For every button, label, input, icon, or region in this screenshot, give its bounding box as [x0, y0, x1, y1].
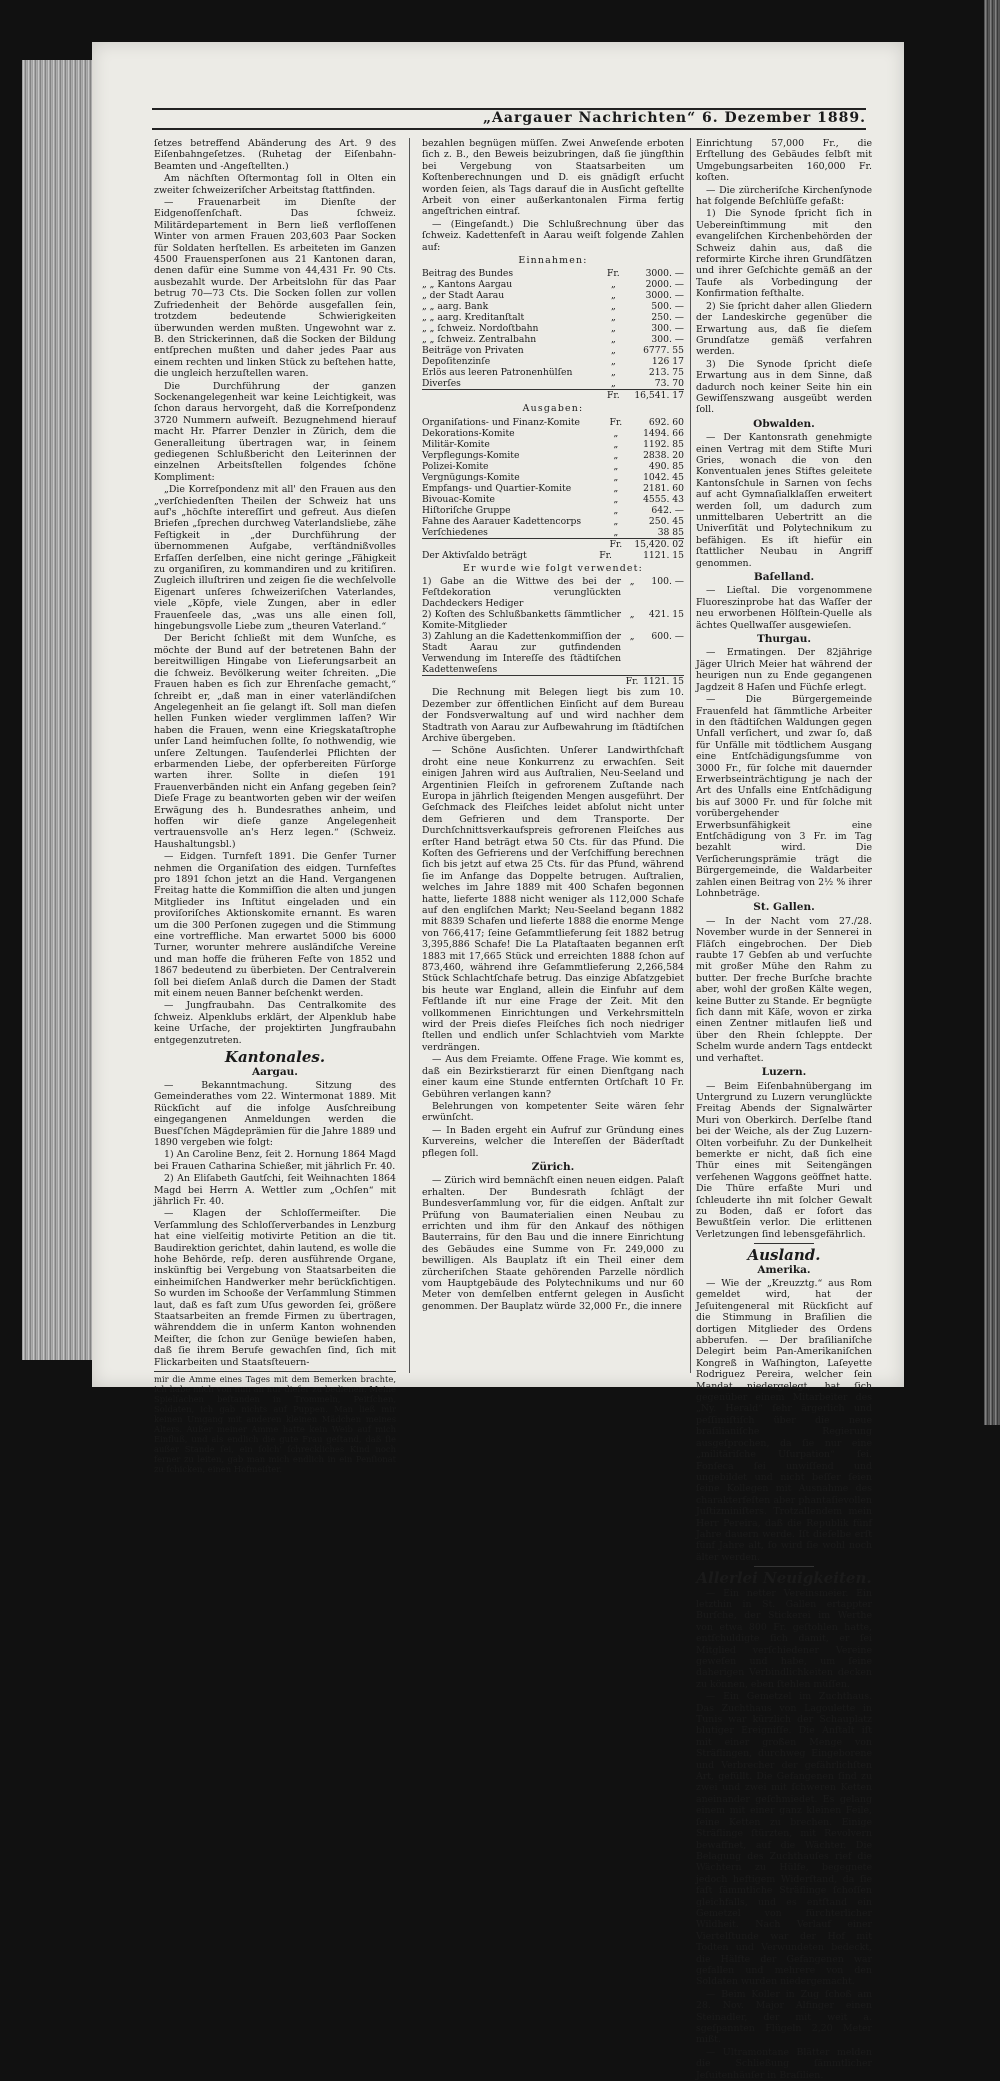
table-row: [422, 609, 684, 631]
article-text: 2) An Eliſabeth Gautſchi, ſeit Weihnachten 1864 Magd bei Herrn A. Wettler zum „Ochſen“ mit jährlich Fr. 40.: [154, 1173, 396, 1207]
row-currency: „: [611, 290, 616, 302]
article-text: — (Eingeſandt.) Die Schlußrechnung über das ſchweiz. Kadettenfeſt in Aarau weiſt folgende Zahlen auf:: [422, 218, 684, 253]
row-label: Fahne des Aarauer Kadettencorps: [422, 515, 582, 527]
row-amount: 490. 85: [648, 460, 684, 472]
row-amount: 2000. —: [645, 279, 684, 291]
row-currency: Fr.: [602, 390, 624, 402]
table-row: [422, 279, 684, 290]
article-text: — Frauenarbeit im Dienſte der Eidgenoſſenſchaft. Das ſchweiz. Militärdepartement in Bern ließ verfloſſenen Winter von armen Frauen 203,603 Paar Socken für Soldaten herſtellen. Es arbeiteten im Ganzen 4500 Frauensperſonen aus 21 Kantonen daran, denen dafür eine Summe von 44,431 Fr. 90 Cts. ausbezahlt wurde. Der Arbeitslohn für das Paar betrug 70—73 Cts. Die Socken ſollen zur vollen Zufriedenheit der Behörde ausgefallen ſein, trotzdem bedeutende Schwierigkeiten überwunden werden mußten. Ungewohnt war z. B. den Strickerinnen, daß die Socken der Bildung entſprechen mußten und daher jedes Paar aus einem rechten und linken Stück zu beſtehen hatte, die ungleich herzuſtellen waren.: [154, 197, 396, 380]
article-text: — Ein Gemetzel im Zuchthaus. Das Zuchthaus von Lagoulette in Tunis war kürzlich der Schauplatz blutiger Ereigniſſe. Die Anſtalt iſt mit einer großen Menge von Sträflingen, durchweg Eingeborene und Verbrecher der gefährlichſten Art, gefüllt. Die Gefangenen ſind zu zwei und zwei mit ſchweren Ketten aneinander geſchmiedet. Es gelang einem mit einer ganz kleinen Feile, ſeine Ketten zu brechen. Einige Sträflinge ſtürzten, mit Revolvern bewaffnet, auf die Wächter. Die Belagung des Zuchthauſes rief die Wächtern zu Hülfe, begegnete jedoch heftigem Widerſtand, da ſie faſt ſämmtliche Sträflinge ſchoſſen gleichfalls, und es entſtand ein Gemetzel von fürchterlicher Wildheit. Nach Verlauf einer Viertelſtunde war der Hof mit Todten und Verwundeten bedeckt, die Hälfte der Gefangenen war gefallen und mehrere von den Soldaten wurden niedergemacht.: [696, 1691, 872, 1988]
row-currency: „: [611, 367, 616, 379]
row-amount: 500. —: [651, 301, 684, 313]
row-label: Diverſes: [422, 378, 461, 390]
row-amount: 250. —: [651, 312, 684, 324]
row-label: Organiſations- und Finanz-Komite: [422, 416, 580, 428]
table-row: [422, 631, 684, 676]
article-text: — Klagen der Schloſſermeiſter. Die Verſammlung des Schloſſerverbandes in Lenzburg hat eine vielſeitig motivirte Petition an die tit. Baudirektion gerichtet, dahin lautend, es wolle die hohe Behörde, reſp. deren ausführende Organe, inskünftig bei Vergebung von Staatsarbeiten die einheimiſchen Handwerker mehr berückſichtigen. So wurden im Schooße der Verſammlung Stimmen laut, daß es faſt zum Uſus geworden ſei, größere Staatsarbeiten an fremde Firmen zu übertragen, währenddem die in unſerm Kanton wohnenden Meiſter, die ſchon zur Genüge bewieſen haben, daß ſie ihrem Berufe gewachſen ſind, ſich mit Flickarbeiten und Staatsſteuern-: [154, 1208, 396, 1368]
row-label: Beiträge von Privaten: [422, 345, 524, 357]
row-currency: „: [629, 631, 635, 643]
row-currency: „: [613, 449, 619, 461]
row-label: Hiſtoriſche Gruppe: [422, 504, 511, 516]
article-text: 1) Die Synode ſpricht ſich in Uebereinſtimmung mit den evangeliſchen Kirchenbehörden der Schweiz dahin aus, daß die reformirte Kirche ihren Grundſätzen und ihrer Geſchichte gemäß an der Taufe als Vorbedingung der Konfirmation feſthalte.: [696, 208, 872, 300]
table-title-ausgaben: Ausgaben:: [522, 403, 584, 415]
einnahmen-table: [422, 268, 684, 401]
row-currency: „: [613, 515, 619, 527]
article-text: Belehrungen von kompetenter Seite wären ſehr erwünſcht.: [422, 1100, 684, 1124]
row-currency: Fr.: [607, 268, 620, 280]
table-row: [422, 345, 684, 356]
row-label: Polizei-Komite: [422, 460, 489, 472]
row-label: Verpflegungs-Komite: [422, 449, 520, 461]
article-text: bezahlen begnügen müſſen. Zwei Anweſende erboten ſich z. B., den Beweis beizubringen, daß ſie jüngſthin bei Vergebung von Staatsarbeiten um Koſtenberechnungen und D. eis gnädigſt erſucht worden ſeien, als Tags darauf die in Ausſicht geſtellte Arbeit von einer außerkantonalen Firma fertig angeſtrichen eintraf.: [422, 138, 684, 218]
row-currency: Fr.: [621, 676, 643, 688]
row-label: „ „ ſchweiz. Zentralbahn: [422, 334, 537, 346]
section-subheading-obwalden: Obwalden.: [753, 417, 815, 430]
row-label: [422, 538, 605, 550]
table-total-row: [422, 538, 684, 550]
article-text: 1) An Caroline Benz, ſeit 2. Hornung 1864 Magd bei Frauen Catharina Schießer, mit jährlich Fr. 40.: [154, 1149, 396, 1172]
section-heading-ausland: Ausland.: [747, 1246, 821, 1265]
row-amount: 692. 60: [648, 416, 684, 428]
article-text: — Wie der „Kreuzztg.“ aus Rom gemeldet wird, hat der Jeſuitengeneral mit Rückſicht auf die Stimmung in Braſilien die dortigen Mitglieder des Ordens abberufen. — Der braſilianiſche Delegirt beim Pan-Amerikaniſchen Kongreß in Waſhington, Laſeyette Rodriguez Pereira, welcher ſein Mandat niedergelegt, hat ſich gegenüber einem Mitarbeiter des „Ny. Herald“ ſehr ärgerlich und peſſimiſtiſch über die neue braſilianiſche Regierung ausgeſprochen, da ſie nur eine „militäriſche Uſurpation“ ſei. Fonſeca ſei unwiſſend und ungebildet und nicht beſſer ſeien ſeine Kollegen mit Ausnahme des charakterfeſten aber phantaſievollen Juſtizminiſters. Trotzallendem mein Herr Pereira, daß die Republik fünf Jahre dauern werde. Iſt dieſelbe erſt fünf Jahre alt, ſo wird ſie wohl noch älter werden.: [696, 1278, 872, 1563]
row-currency: „: [611, 345, 616, 357]
book-page-stack: [22, 60, 94, 1360]
table-total-row: [422, 390, 684, 402]
article-text: — Lieſtal. Die vorgenommene Fluoreszinprobe hat das Waſſer der neu erworbenen Hölſtein-Quelle als ächtes Quellwaſſer ausgewieſen.: [696, 585, 872, 631]
article-text: Am nächſten Oſtermontag ſoll in Olten ein zweiter ſchweizeriſcher Arbeitstag ſtattfinden.: [154, 173, 396, 196]
book-edge: [984, 0, 1000, 1425]
row-currency: „: [613, 493, 619, 505]
table-row: [422, 334, 684, 345]
row-currency: „: [613, 482, 619, 494]
row-amount: 1121. 15: [643, 676, 684, 688]
column-separator: [409, 138, 410, 1373]
row-currency: Fr.: [609, 416, 623, 428]
row-amount: 6777. 55: [643, 345, 684, 357]
row-amount: 421. 15: [648, 609, 684, 621]
divider: [754, 1243, 814, 1244]
table-row: [422, 301, 684, 312]
row-amount: 2838. 20: [643, 449, 684, 461]
row-amount: 642. —: [651, 504, 684, 516]
row-amount: 38 85: [657, 526, 684, 538]
row-label: 2) Koſten des Schlußbanketts ſämmtlicher Komite-Mitglieder: [422, 609, 622, 632]
row-amount: 300. —: [651, 334, 684, 346]
article-quote: „Die Korreſpondenz mit all' den Frauen aus den „verſchiedenſten Theilen der Schweiz hat uns auf's „höchſte intereſſirt und gefreut. Aus dieſen Briefen „ſprechen durchweg Vaterlandsliebe, zähe Feſtigkeit in „der Durchführung der übernommenen Aufgabe, verſtändnißvolles Erfaſſen derſelben, eine nicht geringe „Fähigkeit zu organiſiren, zu kommandiren und zu kritiſiren. Zugleich illuſtriren und zeigen ſie die wechſelvolle Eigenart unſeres ſchweizeriſchen Vaterlandes, viele „Köpfe, viele Zungen, aber in edler Frauenſeele das, „was uns alle einen ſoll, hingebungsvolle Liebe zum „theuren Vaterland.“: [154, 484, 396, 633]
row-amount: 3000. —: [645, 268, 684, 280]
table-row: [422, 472, 684, 483]
divider: [754, 1566, 814, 1567]
row-label: Erlös aus leeren Patronenhülſen: [422, 367, 573, 379]
row-label: Beitrag des Bundes: [422, 268, 514, 280]
row-currency: „: [629, 576, 635, 588]
article-text: 2) Sie ſpricht daher allen Gliedern der Landeskirche gegenüber die Erwartung aus, daß ſie dieſem Grundſatze gemäß verfahren werden.: [696, 300, 872, 358]
article-text: — Beim Eiſenbahnübergang im Untergrund zu Luzern verunglückte Freitag Abends der Signalwärter Muri von Oberkirch. Derſelbe ſtand bei der Weiche, als der Zug Luzern-Olten vorbeifuhr. Zu der Dunkelheit bemerkte er nicht, daß ſich eine Thür eines mit Seitengängen verſehenen Waggons geöffnet hatte. Die Thüre erfaßte Muri und ſchleuderte ihn mit ſolcher Gewalt zu Boden, daß er ſofort das Bewußtſein verlor. Die erlittenen Verletzungen ſind lebensgefährlich.: [696, 1080, 872, 1240]
table-row: [422, 494, 684, 505]
article-text: — Schöne Ausſichten. Unſerer Landwirthſchaft droht eine neue Konkurrenz zu erwachſen. Seit einigen Jahren wird aus Auſtralien, Neu-Seeland und Argentinien Fleiſch in gefrorenem Zuſtande nach Europa in jährlich ſteigenden Mengen ausgeführt. Der Geſchmack des Fleiſches leidet abſolut nicht unter dem Gefrieren und dem Transporte. Der Durchſchnittsverkaufspreis gefrorenen Fleiſches aus erſter Hand beträgt etwa 50 Cts. für das Pfund. Die Koſten des Gefrierens und der Verſchiffung berechnen ſich bis jetzt auf etwa 25 Cts. für das Pfund, während ſie im Anfange das Doppelte betrugen. Auſtralien, welches im Jahre 1889 mit 400 Schafen begonnen hatte, lieferte 1888 nicht weniger als 112,000 Schafe auf den engliſchen Markt; Neu-Seeland begann 1882 mit 8839 Schafen und lieferte 1888 die enorme Menge von 766,417; ſeine Geſammtlieferung ſeit 1882 betrug 3,395,886 Schafe! Die La Plataſtaaten begannen erſt 1883 mit 17,665 Stück und erreichten 1888 ſchon auf 873,460, während ihre Geſammtlieferung 2,266,584 Stück Schlachtſchafe betrug. Das einzige Abſatzgebiet bis heute war England, allein die Einfuhr auf dem Feſtlande iſt nur eine Frage der Zeit. Mit den vollkommenen Einrichtungen und Verkehrsmitteln wird der Preis dieſes Fleiſches ſich noch niedriger ſtellen und endlich unſer Schlachtvieh vom Markte verdrängen.: [422, 745, 684, 1053]
row-label: Bivouac-Komite: [422, 493, 495, 505]
table-row: [422, 550, 684, 561]
row-amount: 15,420. 02: [627, 538, 684, 550]
column-3: [696, 138, 872, 2081]
table-row: [422, 450, 684, 461]
row-currency: „: [613, 438, 619, 450]
row-label: Depoſitenzinſe: [422, 356, 491, 368]
section-subheading-luzern: Luzern.: [761, 1066, 807, 1079]
table-row: [422, 505, 684, 516]
table-title-einnahmen: Einnahmen:: [518, 255, 588, 267]
row-label: 3) Zahlung an die Kadettenkommiſſion der Stadt Aarau zur gutfindenden Verwendung im Intereſſe des ſtädtiſchen Kadettenweſens: [422, 631, 622, 676]
row-amount: 16,541. 17: [624, 390, 684, 402]
row-currency: „: [611, 378, 616, 390]
section-subheading-thurgau: Thurgau.: [756, 633, 812, 646]
table-row: [422, 439, 684, 450]
article-text: — Ultramontane Blätter melden die Schließung ſämmtlicher Jeſuitenhäuſer in Braſilien.: [696, 2046, 872, 2081]
row-amount: 126 17: [651, 356, 684, 368]
row-amount: 1121. 15: [643, 549, 684, 561]
table-total-row: [422, 676, 684, 688]
row-amount: 100. —: [651, 576, 684, 588]
article-text: — Ermatingen. Der 82jährige Jäger Ulrich Meier hat während der heurigen nun zu Ende gegangenen Jagdzeit 8 Haſen und Füchſe erlegt.: [696, 647, 872, 693]
row-currency: „: [613, 427, 619, 439]
ausgaben-table: [422, 417, 684, 550]
row-amount: 4555. 43: [643, 493, 684, 505]
table-row: [422, 428, 684, 439]
row-currency: „: [611, 323, 616, 335]
table-row: [422, 356, 684, 367]
table-row: [422, 312, 684, 323]
table-row: [422, 576, 684, 609]
row-amount: 213. 75: [648, 367, 684, 379]
row-amount: 300. —: [651, 323, 684, 335]
section-subheading-baselland: Baſelland.: [753, 571, 815, 584]
article-text: — Zürich wird bemnächſt einen neuen eidgen. Palaſt erhalten. Der Bundesrath ſchlägt der Bundesverſammlung vor, für die eidgen. Anſtalt zur Prüfung von Baumaterialien einen Neubau zu errichten und ihm für den Ankauf des nöthigen Bauterrains, für den Bau und die innere Einrichtung des Gebäudes eine Summe von Fr. 249,000 zu bewilligen. Als Bauplatz iſt ein Theil einer dem zürcheriſchen Staate gehörenden Parzelle nördlich vom Hauptgebäude des Polytechnikums und nur 60 Meter von demſelben entfernt gelegen in Ausſicht genommen. Der Bauplatz würde 32,000 Fr., die innere: [422, 1175, 684, 1312]
section-heading-kantonales: Kantonales.: [224, 1048, 326, 1067]
table-row: [422, 378, 684, 390]
row-currency: „: [629, 609, 635, 621]
article-text: Die Rechnung mit Belegen liegt bis zum 10. Dezember zur öffentlichen Einſicht auf dem Bureau der Fondsverwaltung auf und wird nachher dem Stadtrath von Aarau zur Aufbewahrung im ſtädtiſchen Archive übergeben.: [422, 687, 684, 744]
row-label: Empfangs- und Quartier-Komite: [422, 482, 572, 494]
article-text: 3) Die Synode ſpricht dieſe Erwartung aus in dem Sinne, daß dadurch noch keiner Seite hin ein Gewiſſenszwang ausgeübt werden ſoll.: [696, 358, 872, 416]
row-currency: Fr.: [599, 549, 612, 561]
row-currency: „: [611, 356, 616, 368]
article-text: — In Baden ergeht ein Aufruf zur Gründung eines Kurvereins, welcher die Intereſſen der Bäderſtadt pflegen ſoll.: [422, 1124, 684, 1159]
article-text: ſetzes betreffend Abänderung des Art. 9 des Eiſenbahngeſetzes. (Ruhetag der Eiſenbahn-Beamten und -Angeſtellten.): [154, 138, 396, 172]
row-label: [422, 390, 602, 402]
row-label: „ „ aarg. Kreditanſtalt: [422, 312, 525, 324]
table-row: [422, 268, 684, 279]
row-label: „ „ ſchweiz. Nordoſtbahn: [422, 323, 539, 335]
row-label: Verſchiedenes: [422, 526, 488, 538]
row-currency: „: [613, 460, 619, 472]
article-text: Der Bericht ſchließt mit dem Wunſche, es möchte der Bund auf der betretenen Bahn der bereitwilligen Hingabe von Lieferungsarbeit an die ſchweiz. Bevölkerung weiter ſchreiten. „Die Frauen haben es ſich zur Ehrenſache gemacht,“ ſchreibt er, „daß man in einer vaterländiſchen Angelegenheit an ſie gelangt iſt. Soll man dieſen hellen Funken wieder verglimmen laſſen? Wir haben die Frauen, wenn eine Kriegskataſtrophe unſer Land heimſuchen ſollte, ſo nothwendig, wie unſere Zeltungen. Tauſenderlei Pflichten der erbarmenden Liebe, der opferbereiten Fürſorge warten ihrer. Sollte in dieſen 191 Frauenverbänden nicht ein Anfang gegeben ſein? Dieſe Frage zu beantworten geben wir der weiſen Erwägung des h. Bundesrathes anheim, und hoffen wir dieſe ganze Angelegenheit vertrauensvolle an's Herz legen.“ (Schweiz. Haushaltungsbl.): [154, 633, 396, 850]
row-amount: 1042. 45: [643, 471, 684, 483]
section-subheading-zuerich: Zürich.: [531, 1160, 575, 1173]
row-amount: 600. —: [651, 631, 684, 643]
row-currency: Fr.: [605, 538, 627, 550]
table-row: [422, 483, 684, 494]
row-amount: 1494. 66: [643, 427, 684, 439]
newspaper-page: [92, 42, 904, 2081]
row-label: „ „ aarg. Bank: [422, 301, 489, 313]
row-amount: 2181. 60: [643, 482, 684, 494]
table-title-verwendung: Er wurde wie folgt verwendet:: [462, 562, 643, 574]
article-text: — Die Bürgergemeinde Frauenfeld hat ſämmtliche Arbeiter in den ſtädtiſchen Waldungen gegen Unfall verſichert, und zwar ſo, daß für Unfälle mit tödtlichem Ausgang eine Entſchädigungsſumme von 3000 Fr., für ſolche mit dauernder Erwerbseinträchtigung je nach der Art des Unfalls eine Entſchädigung bis auf 3000 Fr. und für ſolche mit vorübergehender Erwerbsunfähigkeit eine Entſchädigung von 3 Fr. im Tag bezahlt wird. Die Verſicherungsprämie trägt die Bürgergemeinde, die Waldarbeiter zahlen einen Beitrag von 2½ % ihrer Lohnbeträge.: [696, 694, 872, 899]
row-label: Vergnügungs-Komite: [422, 471, 520, 483]
table-row: [422, 516, 684, 527]
table-row: [422, 417, 684, 428]
table-row: [422, 527, 684, 539]
row-amount: 3000. —: [645, 290, 684, 302]
article-text: — Eidgen. Turnfeſt 1891. Die Genfer Turner nehmen die Organiſation des eidgen. Turnfeſtes pro 1891 ſchon jetzt an die Hand. Vergangenen Freitag hatte die Kommiſſion die alten und jungen Mitglieder ins Inſtitut eingeladen und ein proviſoriſches Aktionskomite ernannt. Es waren um die 300 Perſonen zugegen und die Stimmung eine vortreffliche. Man erwartet 5000 bis 6000 Turner, worunter mehrere ausländiſche Vereine und man hoffe die früheren Feſte von 1852 und 1867 bedeutend zu überbieten. Der Centralverein ſoll bei dieſem Anlaß durch die Damen der Stadt mit einem neuen Banner beſchenkt werden.: [154, 851, 396, 1000]
article-text: Die Durchführung der ganzen Sockenangelegenheit war keine Leichtigkeit, was ſchon daraus hervorgeht, daß die Korreſpondenz 3720 Nummern aufweiſt. Bezugnehmend hierauf macht Hr. Pfarrer Denzler in Zürich, dem die Generalleitung übertragen war, in ſeinem gediegenen Schlußbericht den Leiterinnen der einzelnen Arbeitsſtellen folgendes ſchöne Kompliment:: [154, 380, 396, 483]
section-subheading-aargau: Aargau.: [252, 1065, 298, 1078]
header-rule-top: [152, 108, 866, 110]
section-subheading-st-gallen: St. Gallen.: [753, 901, 815, 914]
row-currency: „: [611, 301, 616, 313]
row-currency: „: [613, 526, 619, 538]
article-text: — Bekanntmachung. Sitzung des Gemeinderathes vom 22. Wintermonat 1889. Mit Rückſicht auf die infolge Ausſchreibung eingegangenen Anmeldungen werden die Buesſ'ſchen Mägdeprämien für die Jahre 1889 und 1890 vergeben wie folgt:: [154, 1079, 396, 1148]
aktivsaldo-table: [422, 550, 684, 561]
column-1: [154, 138, 396, 1475]
header-rule-bottom: [152, 128, 866, 130]
row-label: Der Aktivſaldo beträgt: [422, 549, 527, 561]
row-amount: 1192. 85: [643, 438, 684, 450]
article-text: — Der Kantonsrath genehmigte einen Vertrag mit dem Stifte Muri Gries, wonach die von den Konventualen jenes Stiftes geleitete Kantonsſchule in Sarnen von ſechs auf acht Gymnaſialklaſſen erweitert werden ſoll, um dadurch zum unmittelbaren Uebertritt an die Univerſität und Polytechnikum zu befähigen. Es iſt hiefür ein ſtattlicher Neubau in Angriff genommen.: [696, 432, 872, 569]
article-text: Einrichtung 57,000 Fr., die Erſtellung des Gebäudes ſelbſt mit Umgebungsarbeiten 160,000 Fr. koſten.: [696, 138, 872, 184]
article-text: — Ein netter Vereinsmeier. Ein letzthin in St. Gallen ertappter Burſche, der Stickerei im Werthe von etwa 800 Fr. geſtohlen hatte, entſchuldigte ſich damit, er ſei Mitglied verſchiedener Vereine geweſen und habe, um ſeine daherigen Verbindlichkeiten decken zu können, eben ſtehlen müſſen.: [696, 1587, 872, 1690]
row-label: „ „ Kantons Aargau: [422, 279, 513, 291]
table-row: [422, 367, 684, 378]
row-currency: „: [613, 471, 619, 483]
section-subheading-amerika: Amerika.: [757, 1263, 811, 1276]
page-header: „Aargauer Nachrichten“ 6. Dezember 1889.: [483, 110, 866, 126]
row-label: Militär-Komite: [422, 438, 490, 450]
article-text: — In der Nacht vom 27./28. November wurde in der Sennerei in Fläſch eingebrochen. Der Dieb raubte 17 Gebſen ab und verſuchte mit großer Mühe den Rahm zu butter. Der freche Burſche brachte aber, wohl der großen Kälte wegen, keine Butter zu Stande. Er begnügte ſich dann mit Käſe, wovon er zirka einen Zentner mitlaufen ließ und über den Rhein ſchleppte. Der Schelm wurde andern Tags entdeckt und verhaftet.: [696, 915, 872, 1064]
table-row: [422, 461, 684, 472]
article-text: — Aus dem Freiamte. Offene Frage. Wie kommt es, daß ein Bezirkstierarzt für einen Dienſtgang nach einer kaum eine Stunde entfernten Ortſchaft 10 Fr. Gebühren verlangen kann?: [422, 1054, 684, 1100]
section-heading-allerlei: Allerlei Neuigkeiten.: [696, 1569, 872, 1588]
column-2: [422, 138, 684, 1373]
row-amount: 73. 70: [654, 378, 684, 390]
row-currency: „: [611, 279, 616, 291]
row-currency: „: [611, 312, 616, 324]
row-currency: „: [611, 334, 616, 346]
article-text: — Jungfraubahn. Das Centralkomite des ſchweiz. Alpenklubs erklärt, der Alpenklub habe keine Urſache, der projektirten Jungfraubahn entgegenzutreten.: [154, 1000, 396, 1046]
row-amount: 250. 45: [648, 515, 684, 527]
row-label: 1) Gabe an die Wittwe des bei der Feſtdekoration verunglückten Dachdeckers Hediger: [422, 576, 622, 610]
row-label: „ der Stadt Aarau: [422, 290, 505, 302]
article-text: — Beim Koller in Zug ſchoß am 28. Nov. Major Alfinger einen Steinadler, der mit weit a. sgeſpannten Flügeln 2,20 Meter mißt.: [696, 1988, 872, 2046]
row-currency: „: [613, 504, 619, 516]
table-row: [422, 323, 684, 334]
verwendung-table: [422, 576, 684, 687]
table-row: [422, 290, 684, 301]
column-separator: [690, 138, 691, 1373]
row-label: [422, 676, 621, 688]
article-text: — Die zürcheriſche Kirchenſynode hat folgende Beſchlüſſe gefaßt:: [696, 184, 872, 208]
row-label: Dekorations-Komite: [422, 427, 515, 439]
feuilleton-footnote: mir die Amme eines Tages mit dem Bemerken brachte, ich habe mich von nun an nur dieſer zu bedienen. Meine Spielſachen beſtanden in Trommeln, Peitſchen, Soldaten, ich gab nichts auf Puppen. Man ließ mir keinen Umgang mit anderen kleinen Mädchen meines Alters. Außer meiner Amme hatte kein Weib auf mich Einfluß, und als endlich die gute Frau geſtand, daß ſie außer Stande ſei, ein ſolch' ſchreckliches Kind noch ferner zu leiten, gab man mich endlich in ein Penſionat zu ſchicken, einen Hofmeiſter.: [154, 1371, 396, 1474]
